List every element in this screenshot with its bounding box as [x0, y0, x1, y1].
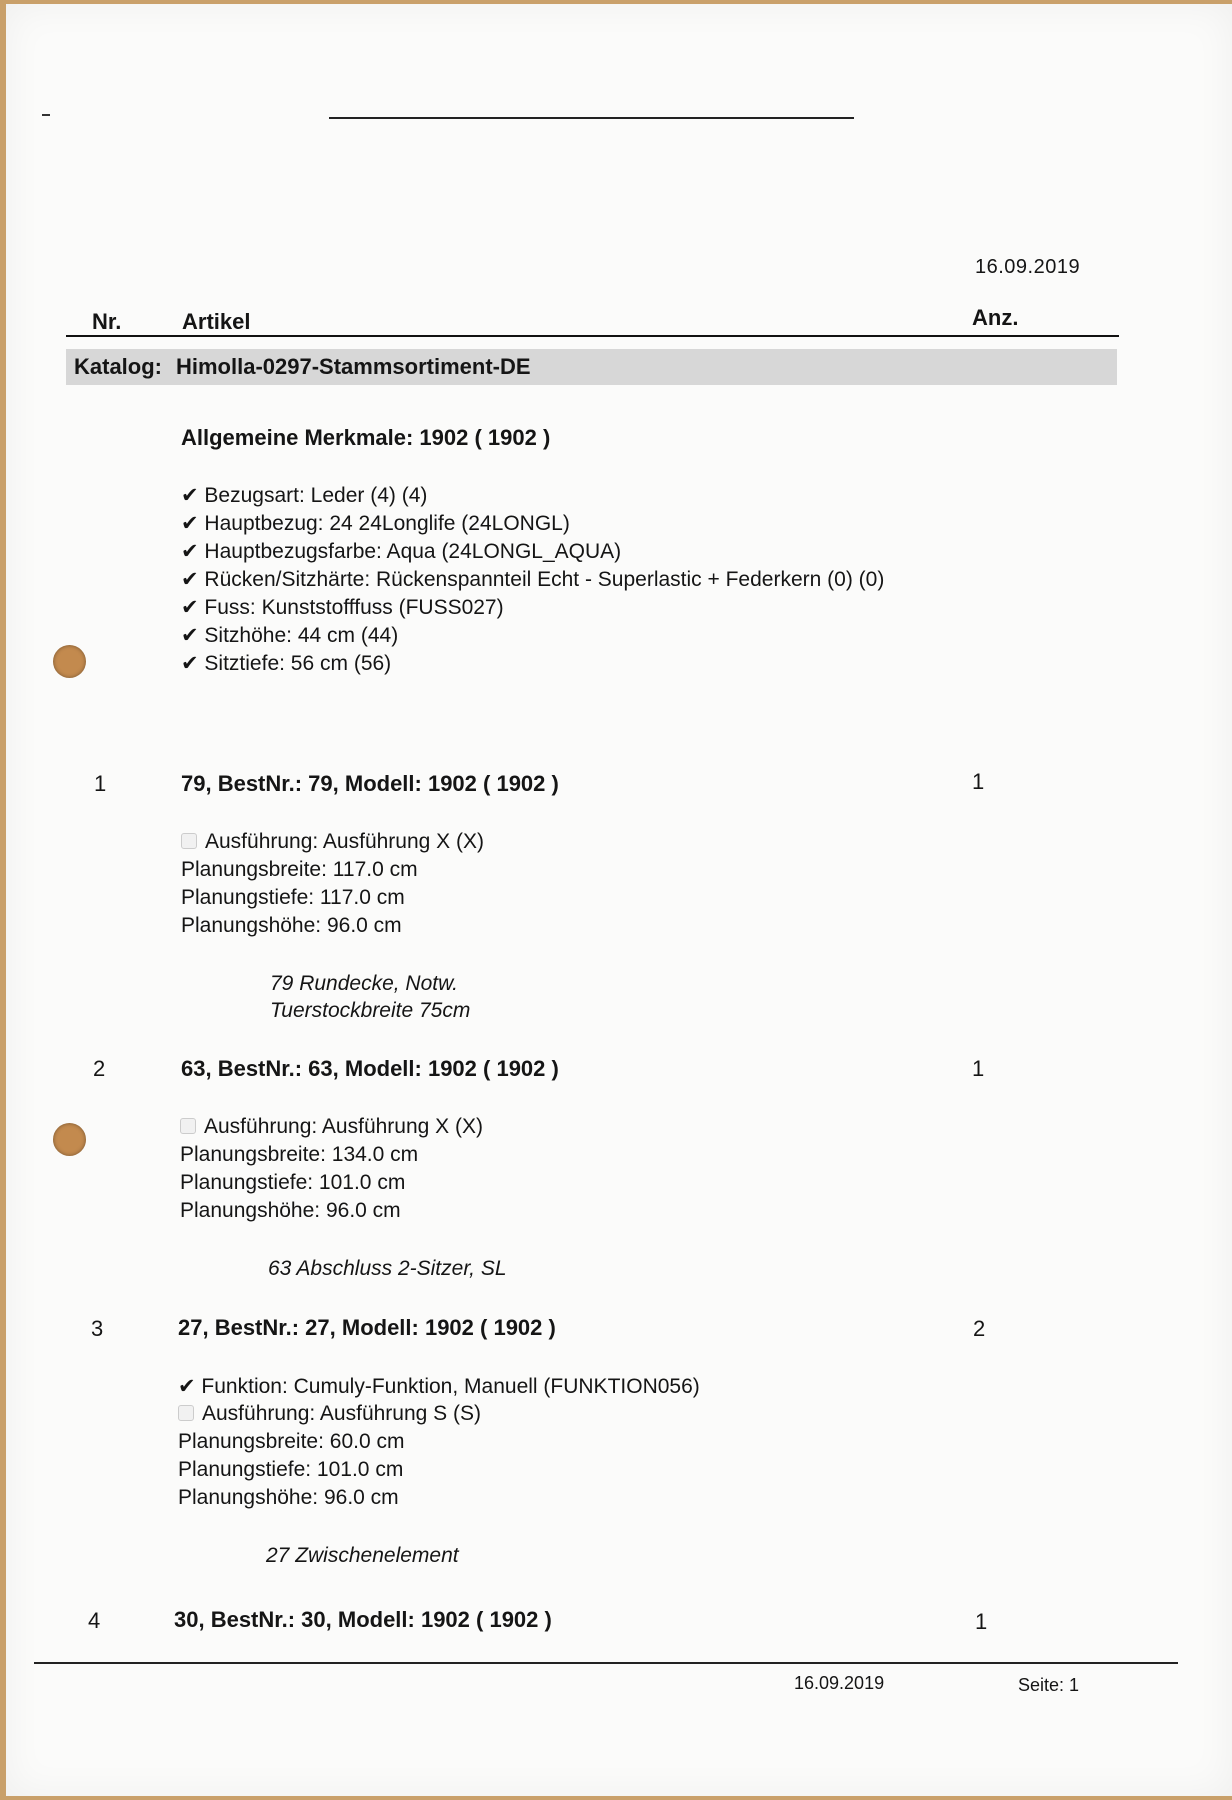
footer-rule: [34, 1662, 1178, 1664]
footer-page: Seite: 1: [1018, 1675, 1080, 1695]
position-title: 79, BestNr.: 79, Modell: 1902 ( 1902 ): [181, 771, 559, 796]
dimension-line: Planungsbreite: 134.0 cm: [180, 1143, 419, 1166]
position-note: 79 Rundecke, Notw.: [270, 972, 458, 995]
dimension-line: Planungsbreite: 117.0 cm: [181, 858, 418, 881]
ausfuehrung-text: Ausführung: Ausführung S (S): [202, 1402, 481, 1425]
position-title: 63, BestNr.: 63, Modell: 1902 ( 1902 ): [181, 1056, 559, 1081]
position-quantity: 1: [975, 1609, 988, 1634]
position-quantity: 2: [973, 1316, 986, 1341]
dimension-line: Planungshöhe: 96.0 cm: [180, 1199, 401, 1222]
function-line: ✔ Funktion: Cumuly-Funktion, Manuell (FUNKTION056): [178, 1375, 700, 1398]
dimension-line: Planungshöhe: 96.0 cm: [178, 1486, 399, 1509]
catalog-value: Himolla-0297-Stammsortiment-DE: [176, 354, 531, 379]
footer-date: 16.09.2019: [794, 1673, 885, 1693]
dimension-line: Planungsbreite: 60.0 cm: [178, 1430, 405, 1453]
ausfuehrung-text: Ausführung: Ausführung X (X): [204, 1115, 483, 1138]
position-note: 27 Zwischenelement: [266, 1544, 459, 1567]
position-ausfuehrung: [180, 1115, 483, 1139]
general-item: ✔ Bezugsart: Leder (4) (4): [181, 484, 428, 507]
header-anz: Anz.: [972, 305, 1019, 330]
position-ausfuehrung: [181, 830, 484, 854]
catalog-label: Katalog:: [74, 354, 162, 379]
option-icon: [180, 1118, 196, 1134]
general-item: ✔ Sitztiefe: 56 cm (56): [181, 652, 392, 675]
dimension-line: Planungshöhe: 96.0 cm: [181, 914, 402, 937]
paper-sheet: [6, 4, 1232, 1796]
position-number: 4: [88, 1608, 101, 1633]
dimension-line: Planungstiefe: 101.0 cm: [180, 1171, 406, 1194]
punch-hole: [53, 645, 86, 678]
position-quantity: 1: [972, 769, 985, 794]
position-number: 1: [94, 771, 107, 796]
position-quantity: 1: [972, 1056, 985, 1081]
date-top: 16.09.2019: [975, 256, 1081, 278]
general-item: ✔ Hauptbezug: 24 24Longlife (24LONGL): [181, 512, 570, 535]
margin-mark: [42, 114, 50, 116]
general-item: ✔ Hauptbezugsfarbe: Aqua (24LONGL_AQUA): [181, 540, 622, 563]
position-number: 3: [91, 1316, 104, 1341]
general-item: ✔ Rücken/Sitzhärte: Rückenspannteil Echt - Superlastic + Federkern (0) (0): [181, 568, 885, 591]
signature-line: [329, 117, 854, 119]
general-title: Allgemeine Merkmale: 1902 ( 1902 ): [181, 425, 551, 450]
general-item: ✔ Sitzhöhe: 44 cm (44): [181, 624, 399, 647]
position-title: 27, BestNr.: 27, Modell: 1902 ( 1902 ): [178, 1315, 556, 1340]
general-item: ✔ Fuss: Kunststofffuss (FUSS027): [181, 596, 504, 619]
header-rule: [66, 335, 1119, 337]
option-icon: [178, 1405, 194, 1421]
punch-hole: [53, 1123, 86, 1156]
header-nr: Nr.: [92, 309, 122, 334]
ausfuehrung-text: Ausführung: Ausführung X (X): [205, 830, 484, 853]
position-note: Tuerstockbreite 75cm: [270, 999, 471, 1022]
dimension-line: Planungstiefe: 117.0 cm: [181, 886, 405, 909]
dimension-line: Planungstiefe: 101.0 cm: [178, 1458, 404, 1481]
position-number: 2: [93, 1056, 106, 1081]
position-title: 30, BestNr.: 30, Modell: 1902 ( 1902 ): [174, 1607, 552, 1632]
position-note: 63 Abschluss 2-Sitzer, SL: [268, 1257, 507, 1280]
position-ausfuehrung: [178, 1402, 481, 1426]
catalog-bar: [66, 349, 1117, 385]
option-icon: [181, 833, 197, 849]
header-artikel: Artikel: [182, 309, 251, 334]
